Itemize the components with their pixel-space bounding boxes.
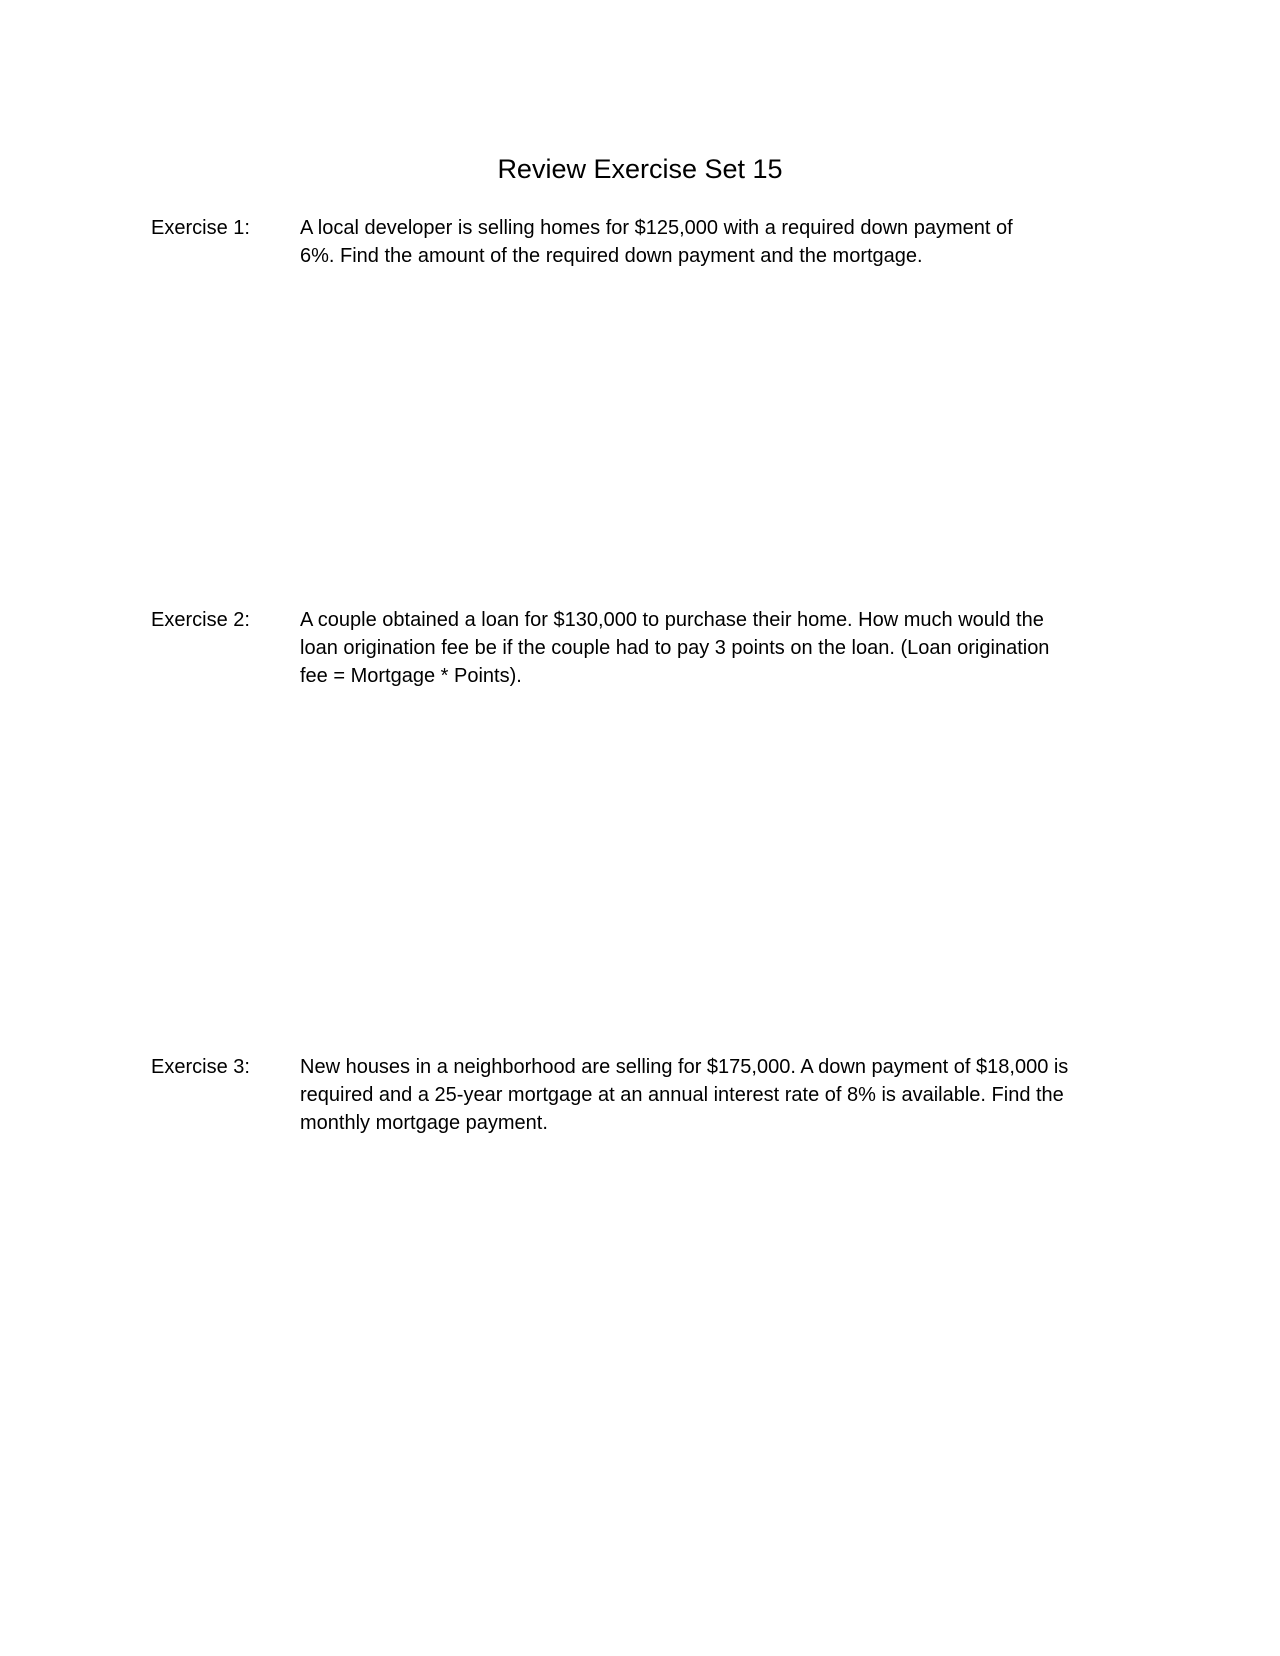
exercise-text-line: A couple obtained a loan for $130,000 to purchase their home. How much would the <box>300 609 1044 631</box>
exercise-text-line: A local developer is selling homes for $125,000 with a required down payment of <box>300 217 1013 239</box>
exercise-label: Exercise 1: <box>151 217 250 239</box>
exercise-text-line: New houses in a neighborhood are selling for $175,000. A down payment of $18,000 is <box>300 1056 1069 1078</box>
exercise-label: Exercise 3: <box>151 1056 250 1078</box>
exercise-label: Exercise 2: <box>151 609 250 631</box>
exercise-text-line: 6%. Find the amount of the required down payment and the mortgage. <box>300 245 923 267</box>
exercise-text <box>300 606 1120 690</box>
page-title: Review Exercise Set 15 <box>497 154 783 184</box>
exercise-text <box>300 214 1120 270</box>
exercise-text-line: monthly mortgage payment. <box>300 1112 548 1134</box>
exercise-text-line: loan origination fee be if the couple had to pay 3 points on the loan. (Loan origination <box>300 637 1050 659</box>
exercise-text <box>300 1053 1120 1137</box>
exercise-text-line: required and a 25-year mortgage at an annual interest rate of 8% is available. Find the <box>300 1084 1064 1106</box>
exercise-text-line: fee = Mortgage * Points). <box>300 665 522 687</box>
